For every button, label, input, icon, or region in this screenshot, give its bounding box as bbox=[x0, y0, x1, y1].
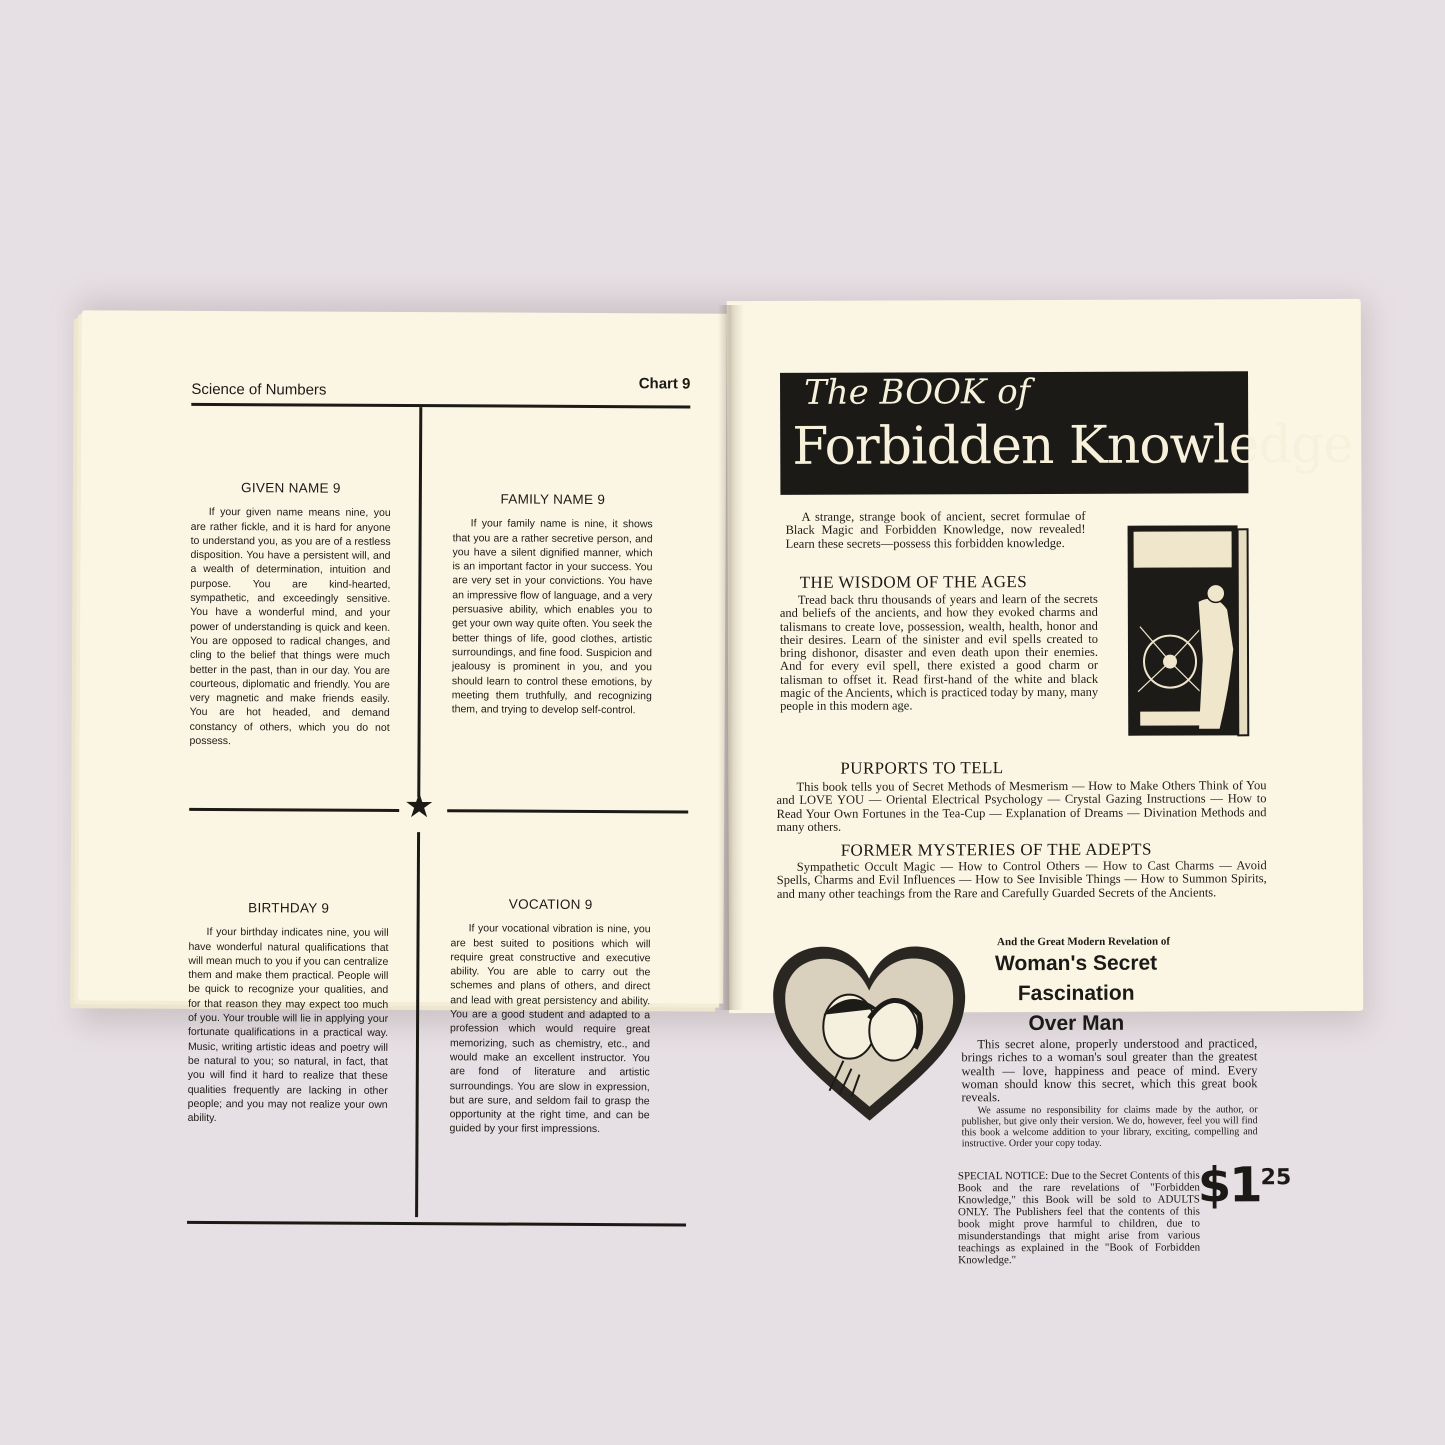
wisdom-text: Tread back thru thousands of years and learn of the secrets and beliefs of the ancients, and how they evoked charms and talismans to create love, possession, wealth, health, honor and their desires. Learn of the sinister and evil spells created to bring dishonor, disaster and even death upon their enemies. And for every evil spell, there existed a good charm or talisman to offset it. Read first-hand of the white and black magic of the Ancients, which is practiced today by many, many people in this modern age. bbox=[779, 591, 1099, 714]
revelation-line-2: Fascination bbox=[1017, 981, 1135, 1006]
mysteries-text: Sympathetic Occult Magic — How to Control Others — How to Cast Charms — Avoid Spells, Charms and Evil Influences — How to See Invisible Things — How to Summon Spirits, and many other teachings from the Rare and Carefully Guarded Secrets of the Ancients. bbox=[776, 858, 1267, 901]
section-family-name bbox=[452, 492, 653, 717]
revelation-intro: And the Great Modern Revelation of bbox=[996, 935, 1171, 949]
section-title: FAMILY NAME 9 bbox=[500, 491, 606, 508]
price-cents: 25 bbox=[1260, 1165, 1292, 1191]
banner-line-2: Forbidden Knowledge bbox=[792, 414, 1353, 477]
section-title: VOCATION 9 bbox=[508, 896, 593, 912]
section-birthday bbox=[188, 901, 389, 1126]
horizontal-divider-left bbox=[189, 808, 399, 812]
secret-text: This secret alone, properly understood and practiced, brings riches to a woman's soul greater than the greatest wealth — love, happiness and peace of mind. Every woman should know this secret, which this great book reveals. bbox=[961, 1036, 1258, 1105]
title-banner bbox=[780, 371, 1353, 495]
star-icon: ★ bbox=[403, 787, 435, 826]
right-page bbox=[727, 299, 1363, 1267]
special-notice-text: SPECIAL NOTICE: Due to the Secret Contents of this Book and the rare revelations of "Forbidden Knowledge," this Book will be sold to ADULTS ONLY. The Publishers feel that the contents of this book might prove harmful to children, due to misunderstandings that might arise from various teachings as explained in the "Book of Forbidden Knowledge." bbox=[957, 1169, 1201, 1267]
section-text: If your family name is nine, it shows that you are a rather secretive person, and you have a silent dignified manner, which is an important factor in your success. You are very set in your convictions. You have an impressive flow of language, and a very persuasive ability, which enables you to get your own way quite often. You seek the better things of life, good clothes, artistic surroundings, and fine food. Suspicion and jealousy is prominent in you, and you should learn to control these emotions, by meeting them truthfully, and recognizing them, and trying to develop self-control. bbox=[451, 517, 653, 717]
wisdom-heading: THE WISDOM OF THE AGES bbox=[799, 572, 1028, 592]
chart-number: Chart 9 bbox=[638, 375, 691, 393]
page-header-title: Science of Numbers bbox=[191, 380, 327, 399]
section-title: BIRTHDAY 9 bbox=[248, 900, 330, 916]
revelation-line-1: Woman's Secret bbox=[994, 951, 1158, 976]
price-tag bbox=[1198, 1157, 1292, 1213]
special-notice bbox=[778, 1169, 1200, 1266]
horizontal-divider-right bbox=[447, 809, 688, 813]
section-text: If your given name means nine, you are rather fickle, and it is hard for anyone to understand you, as you are of a restless disposition. You have a persistent will, and a wealth of determination, intuition and purpose. You are kind-hearted, sympathetic, and exceedingly sensitive. You have a wonderful mind, and your power of understanding is quick and keen. You are opposed to radical changes, and cling to the belief that things were much better in the past, than in our day. You are courteous, diplomatic and friendly. You are very magnetic and make friends easily. You are hot headed, and demand constancy of others, which you do not possess. bbox=[189, 506, 391, 748]
book-gutter bbox=[718, 305, 744, 1010]
section-text: If your vocational vibration is nine, you are best suited to positions which will require great constructive and executive ability. You are able to carry out the schemes and plans of others, and direct and lead with great persistency and ability. You are a good student and adapted to a profession which would require great memorizing, such as chemistry, etc., and would make an excellent instructor. You are fond of literature and artistic surroundings. You are slow in expression, but are sure, and seldom fail to grasp the opportunity at the right time, and can be guided by your first impressions. bbox=[449, 922, 651, 1136]
disclaimer-text: We assume no responsibility for claims made by the author, or publisher, but give only their version. We do, however, feel you will find this book a welcome addition to your library, exciting, compelling and instructive. Order your copy today. bbox=[961, 1104, 1258, 1150]
banner-line-1: The BOOK of bbox=[804, 372, 1031, 413]
bottom-rule bbox=[187, 1221, 686, 1227]
mysteries-heading: FORMER MYSTERIES OF THE ADEPTS bbox=[840, 839, 1152, 860]
revelation-line-3: Over Man bbox=[1028, 1011, 1125, 1036]
section-given-name bbox=[190, 481, 391, 749]
section-text: If your birthday indicates nine, you will have wonderful natural qualifications that will mean much to you if you can centralize them and make them practical. People will be quick to recognize your qualities, and for that reason they may expect too much of you. Your trouble will lie in applying your fortunate qualifications in a practical way. Music, writing artistic ideas and poetry will be natural to you; so natural, in fact, that you will find it hard to realize that these qualities frequently are lacking in other people; and you may not realize your own ability. bbox=[187, 926, 389, 1125]
intro-text: A strange, strange book of ancient, secret formulae of Black Magic and Forbidden Knowledge, now revealed! Learn these secrets—possess this forbidden knowledge. bbox=[785, 508, 1086, 551]
purports-text: This book tells you of Secret Methods of Mesmerism — How to Make Others Think of You and LOVE YOU — Oriental Electrical Psychology — Crystal Gazing Instructions — How to Read Your Own Fortunes in the Tea-Cup — Explanation of Dreams — Divination Methods and many others. bbox=[776, 778, 1267, 834]
vertical-divider-top bbox=[417, 407, 422, 797]
top-rule bbox=[191, 403, 690, 409]
book-cover-illustration bbox=[1119, 511, 1260, 751]
price-dollars: $1 bbox=[1197, 1157, 1261, 1214]
purports-heading: PURPORTS TO TELL bbox=[840, 758, 1004, 778]
section-vocation bbox=[449, 897, 650, 1137]
heart-couple-illustration bbox=[769, 940, 970, 1126]
left-page bbox=[78, 310, 727, 1136]
section-title: GIVEN NAME 9 bbox=[241, 480, 341, 496]
